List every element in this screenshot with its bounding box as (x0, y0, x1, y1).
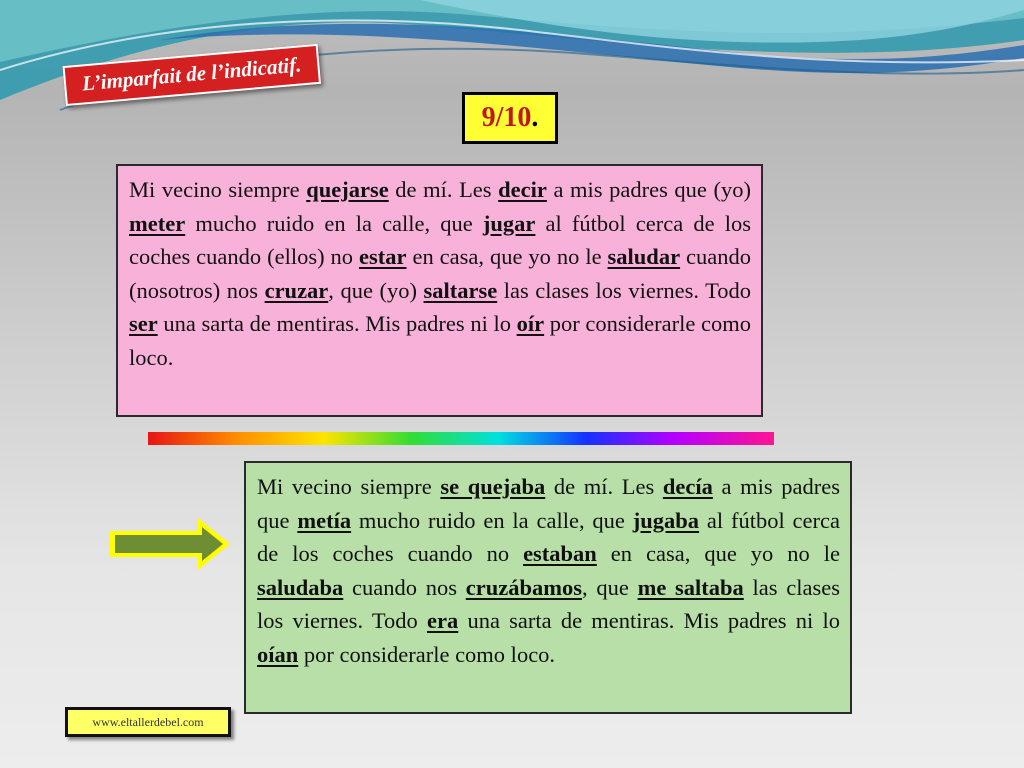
website-link[interactable]: www.eltallerdebel.com (92, 714, 204, 729)
highlighted-verb: saludar (607, 244, 681, 269)
text-segment: Mi vecino siempre (129, 177, 307, 202)
text-segment: al fútbol cerca de los coches cuando no (257, 507, 840, 566)
text-segment: Mi vecino siempre (257, 474, 441, 499)
text-segment: por considerarle como loco. (298, 641, 556, 667)
text-segment: de mí. Les (545, 474, 663, 499)
highlighted-verb: me saltaba (637, 574, 744, 600)
highlighted-verb: oían (257, 641, 299, 667)
highlighted-verb: estar (359, 244, 407, 269)
highlighted-verb: quejarse (306, 177, 389, 202)
highlighted-verb: saludaba (257, 574, 344, 600)
answer-text-box (244, 461, 852, 714)
text-segment: las clases los viernes. Todo (257, 574, 840, 633)
highlighted-verb: jugar (482, 210, 536, 236)
slide-title: L’imparfait de l’indicatif. (63, 44, 321, 106)
text-segment: cuando nos (343, 574, 466, 600)
highlighted-verb: jugaba (632, 507, 700, 533)
text-segment: en casa, que yo no le (406, 244, 608, 269)
text-segment: a mis padres que (257, 474, 840, 533)
text-segment: cuando (nosotros) nos (129, 244, 751, 303)
text-segment: por considerarle como loco. (129, 311, 751, 370)
text-segment: mucho ruido en la calle, que (351, 507, 633, 533)
right-arrow-icon (106, 515, 234, 573)
highlighted-verb: decía (662, 474, 713, 499)
text-segment: al fútbol cerca de los coches cuando (ellos) no (129, 210, 752, 269)
highlighted-verb: saltarse (423, 277, 498, 303)
text-segment: una sarta de mentiras. Mis padres ni lo (157, 311, 517, 336)
highlighted-verb: ser (129, 311, 158, 336)
exercise-text-box (116, 164, 763, 417)
slide-counter-dot: . (531, 102, 539, 133)
highlighted-verb: se quejaba (440, 474, 546, 499)
text-segment: mucho ruido en la calle, que (185, 210, 483, 236)
text-segment: las clases los viernes. Todo (497, 277, 751, 303)
text-segment: en casa, que yo no le (596, 541, 840, 566)
highlighted-verb: metía (297, 507, 352, 533)
highlighted-verb: oír (516, 311, 545, 336)
website-footer[interactable] (65, 707, 231, 737)
text-segment: , que (582, 574, 638, 600)
text-segment: una sarta de mentiras. Mis padres ni lo (458, 608, 840, 633)
highlighted-verb: cruzábamos (465, 574, 582, 600)
highlighted-verb: meter (129, 210, 186, 236)
text-segment: , que (yo) (328, 277, 424, 303)
highlighted-verb: decir (498, 177, 547, 202)
slide-counter (462, 92, 558, 144)
highlighted-verb: estaban (523, 541, 597, 566)
text-segment: de mí. Les (388, 177, 499, 202)
rainbow-divider (148, 432, 774, 445)
slide-counter-value: 9/10 (481, 102, 532, 133)
highlighted-verb: cruzar (264, 277, 329, 303)
text-segment: a mis padres que (yo) (546, 177, 751, 202)
highlighted-verb: era (427, 608, 459, 633)
